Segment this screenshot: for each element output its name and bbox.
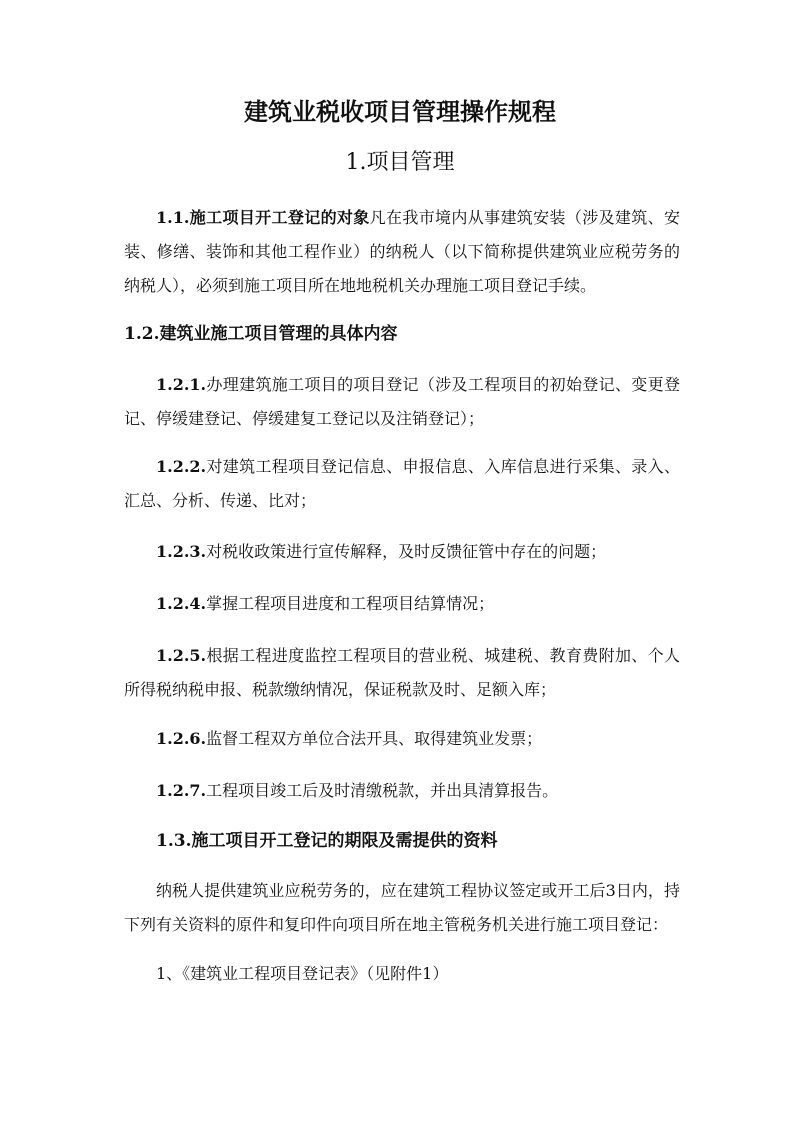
section-heading-1-3: 1.3.施工项目开工登记的期限及需提供的资料 — [156, 831, 498, 851]
item-number: 1.2.3. — [156, 542, 207, 561]
paragraph-number: 1.1. — [156, 208, 190, 227]
paragraph-heading: 施工项目开工登记的对象 — [189, 208, 370, 227]
item-1-2-5 — [124, 639, 680, 707]
item-text: 根据工程进度监控工程项目的营业税、城建税、教育费附加、个人所得税纳税申报、税款缴纳情况，保证税款及时、足额入库； — [124, 646, 680, 699]
list-item-1: 1、《建筑业工程项目登记表》（见附件1） — [156, 964, 449, 983]
item-text: 工程项目竣工后及时清缴税款，并出具清算报告。 — [206, 781, 559, 800]
paragraph-text: 凡在我市境内从事建筑安装（涉及建筑、安装、修缮、装饰和其他工程作业）的纳税人（以下简称提供建筑业应税劳务的纳税人），必须到施工项目所在地地税机关办理施工项目登记手续。 — [124, 208, 680, 295]
paragraph-1-3: 纳税人提供建筑业应税劳务的，应在建筑工程协议签定或开工后3日内，持下列有关资料的原件和复印件向项目所在地主管税务机关进行施工项目登记： — [124, 881, 680, 934]
document-title: 建筑业税收项目管理操作规程 — [244, 97, 556, 126]
item-1-2-3 — [124, 535, 680, 569]
section-heading-1-2: 1.2.建筑业施工项目管理的具体内容 — [124, 324, 398, 344]
item-text: 对建筑工程项目登记信息、申报信息、入库信息进行采集、录入、汇总、分析、传递、比对； — [124, 457, 680, 510]
item-number: 1.2.4. — [156, 594, 207, 613]
item-number: 1.2.1. — [156, 375, 207, 394]
item-text: 对税收政策进行宣传解释，及时反馈征管中存在的问题； — [206, 542, 607, 561]
item-text: 办理建筑施工项目的项目登记（涉及工程项目的初始登记、变更登记、停缓建登记、停缓建复工登记以及注销登记）； — [124, 375, 680, 428]
item-1-2-7 — [124, 774, 680, 808]
item-1-2-4 — [124, 587, 680, 621]
item-number: 1.2.7. — [156, 781, 207, 800]
item-1-2-6 — [124, 722, 680, 756]
item-text: 监督工程双方单位合法开具、取得建筑业发票； — [206, 729, 543, 748]
item-number: 1.2.6. — [156, 729, 207, 748]
item-number: 1.2.5. — [156, 646, 207, 665]
item-1-2-2 — [124, 450, 680, 518]
item-number: 1.2.2. — [156, 457, 207, 476]
item-text: 掌握工程项目进度和工程项目结算情况； — [206, 594, 495, 613]
item-1-2-1 — [124, 368, 680, 436]
paragraph-1-1 — [124, 201, 680, 303]
chapter-heading: 1.项目管理 — [345, 150, 455, 175]
